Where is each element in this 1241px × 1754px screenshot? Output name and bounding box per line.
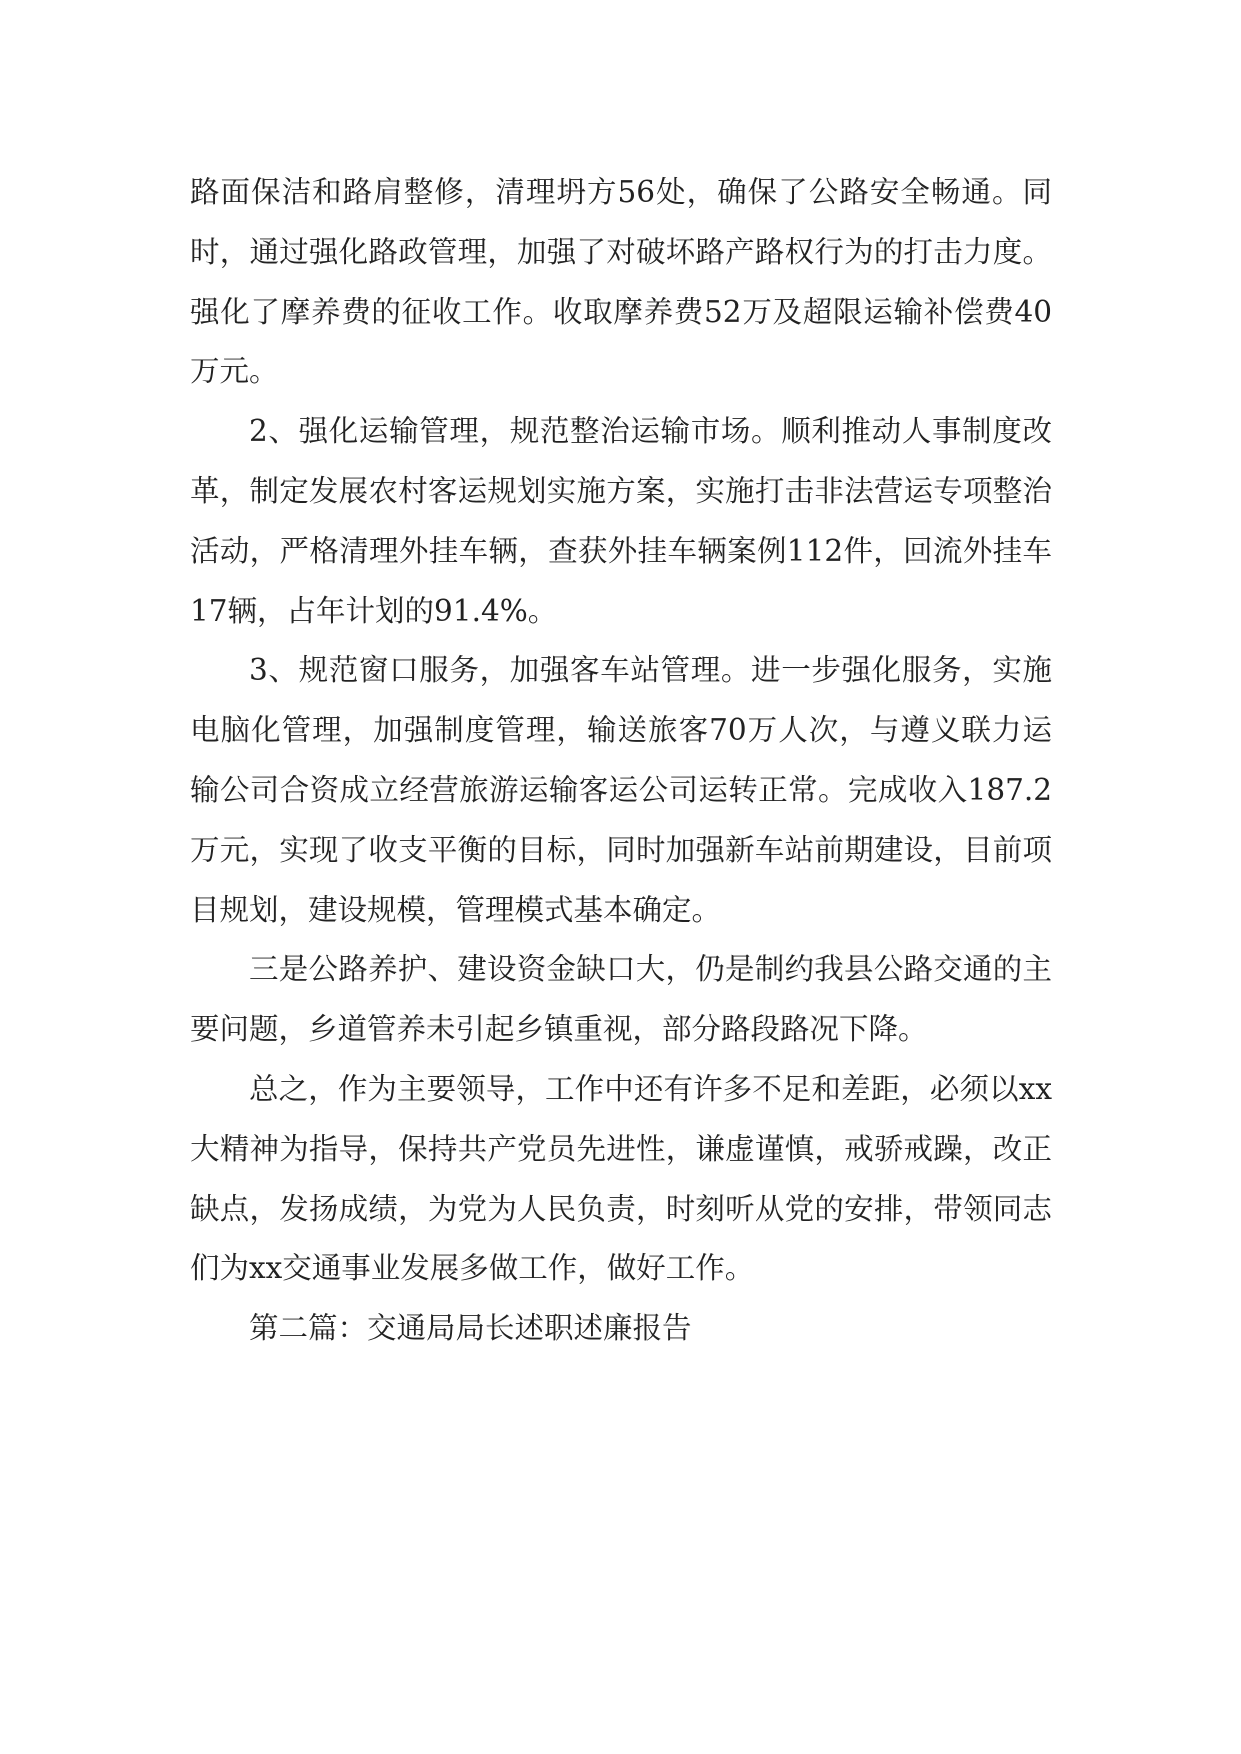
- section-heading-second-article: 第二篇：交通局局长述职述廉报告: [249, 1311, 692, 1346]
- paragraph-window-service: 3、规范窗口服务，加强客车站管理。进一步强化服务，实施电脑化管理，加强制度管理，输送旅客70万人次，与遵义联力运输公司合资成立经营旅游运输客运公司运转正常。完成收入187.2万元，实现了收支平衡的目标，同时加强新车站前期建设，目前项目规划，建设规模，管理模式基本确定。: [190, 653, 1052, 927]
- document-body: [190, 163, 1052, 1359]
- paragraph-funding-gap: 三是公路养护、建设资金缺口大，仍是制约我县公路交通的主要问题，乡道管养未引起乡镇重视，部分路段路况下降。: [190, 952, 1052, 1047]
- paragraph-road-maintenance: 路面保洁和路肩整修，清理坍方56处，确保了公路安全畅通。同时，通过强化路政管理，加强了对破坏路产路权行为的打击力度。强化了摩养费的征收工作。收取摩养费52万及超限运输补偿费40万元。: [190, 175, 1052, 389]
- paragraph-transport-management: 2、强化运输管理，规范整治运输市场。顺利推动人事制度改革，制定发展农村客运规划实施方案，实施打击非法营运专项整治活动，严格清理外挂车辆，查获外挂车辆案例112件，回流外挂车17辆，占年计划的91.4%。: [190, 414, 1052, 628]
- paragraph-conclusion: 总之，作为主要领导，工作中还有许多不足和差距，必须以xx大精神为指导，保持共产党员先进性，谦虚谨慎，戒骄戒躁，改正缺点，发扬成绩，为党为人民负责，时刻听从党的安排，带领同志们为xx交通事业发展多做工作，做好工作。: [190, 1071, 1052, 1286]
